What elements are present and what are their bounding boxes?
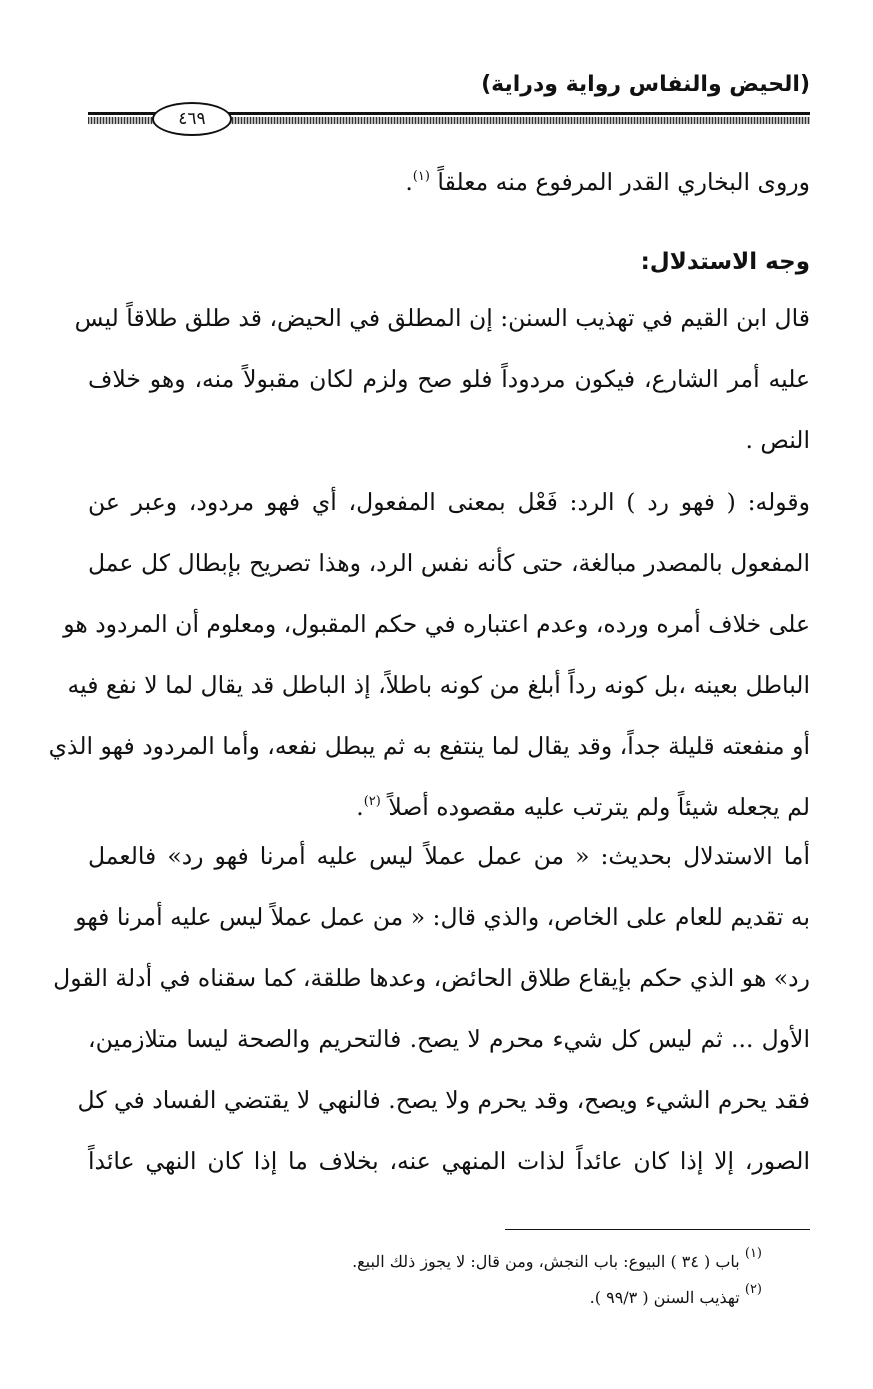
text-line-content: وروى البخاري القدر المرفوع منه معلقاً	[437, 168, 810, 196]
text-line: به تقديم للعام على الخاص، والذي قال: « من عمل عملاً ليس عليه أمرنا فهو	[75, 903, 810, 931]
text-line: النص .	[745, 426, 810, 454]
book-title: (الحيض والنفاس رواية ودراية)	[481, 72, 810, 97]
text-line: وقوله: ( فهو رد ) الرد: فَعْل بمعنى المفعول، أي فهو مردود، وعبر عن	[88, 488, 810, 516]
section-heading: وجه الاستدلال:	[640, 249, 810, 275]
text-line: الصور، إلا إذا كان عائداً لذات المنهي عنه، بخلاف ما إذا كان النهي عائداً	[88, 1147, 810, 1175]
running-header	[88, 68, 810, 140]
text-line: قال ابن القيم في تهذيب السنن: إن المطلق في الحيض، قد طلق طلاقاً ليس	[74, 304, 810, 332]
text-line: أو منفعته قليلة جداً، وقد يقال لما ينتفع به ثم يبطل نفعه، وأما المردود فهو الذي	[48, 732, 810, 760]
paragraph-4	[53, 826, 810, 1192]
sentence-end: .	[405, 168, 413, 196]
footnote-marker: (٢)	[744, 1282, 762, 1297]
footnote-marker: (١)	[744, 1246, 762, 1261]
text-line-content: لم يجعله شيئاً ولم يترتب عليه مقصوده أصلاً	[388, 793, 810, 821]
text-line: فقد يحرم الشيء ويصح، وقد يحرم ولا يصح. فالنهي لا يقتضي الفساد في كل	[77, 1086, 810, 1114]
text-line	[88, 152, 810, 213]
footnote-text: باب ( ٣٤ ) البيوع: باب النجش، ومن قال: لا يجوز ذلك البيع.	[352, 1252, 740, 1271]
paragraph-2	[74, 288, 810, 471]
sentence-end: .	[356, 793, 364, 821]
page-number: ٤٦٩	[152, 102, 232, 136]
text-line: الباطل بعينه ،بل كونه رداً أبلغ من كونه باطلاً، إذ الباطل قد يقال لما لا نفع فيه	[67, 671, 810, 699]
footnote-1	[88, 1244, 810, 1280]
text-line: أما الاستدلال بحديث: « من عمل عملاً ليس عليه أمرنا فهو رد» فالعمل	[88, 842, 810, 870]
footnote-ref-2: (٢)	[363, 794, 381, 809]
paragraph-3	[48, 472, 810, 838]
text-line: عليه أمر الشارع، فيكون مردوداً فلو صح ولزم لكان مقبولاً منه، وهو خلاف	[88, 365, 810, 393]
footnote-text: تهذيب السنن ( ٩٩/٣ ).	[589, 1288, 740, 1307]
footnote-ref-1: (١)	[412, 169, 430, 184]
paragraph-1	[88, 152, 810, 213]
text-line: على خلاف أمره ورده، وعدم اعتباره في حكم المقبول، ومعلوم أن المردود هو	[63, 610, 810, 638]
footnotes	[88, 1244, 810, 1316]
footnote-separator	[505, 1229, 810, 1230]
footnote-2	[88, 1280, 810, 1316]
text-line: رد» هو الذي حكم بإيقاع طلاق الحائض، وعدها طلقة، كما سقناه في أدلة القول	[53, 964, 810, 992]
text-line: الأول ... ثم ليس كل شيء محرم لا يصح. فالتحريم والصحة ليسا متلازمين،	[88, 1025, 810, 1053]
text-line: المفعول بالمصدر مبالغة، حتى كأنه نفس الرد، وهذا تصريح بإبطال كل عمل	[88, 549, 810, 577]
